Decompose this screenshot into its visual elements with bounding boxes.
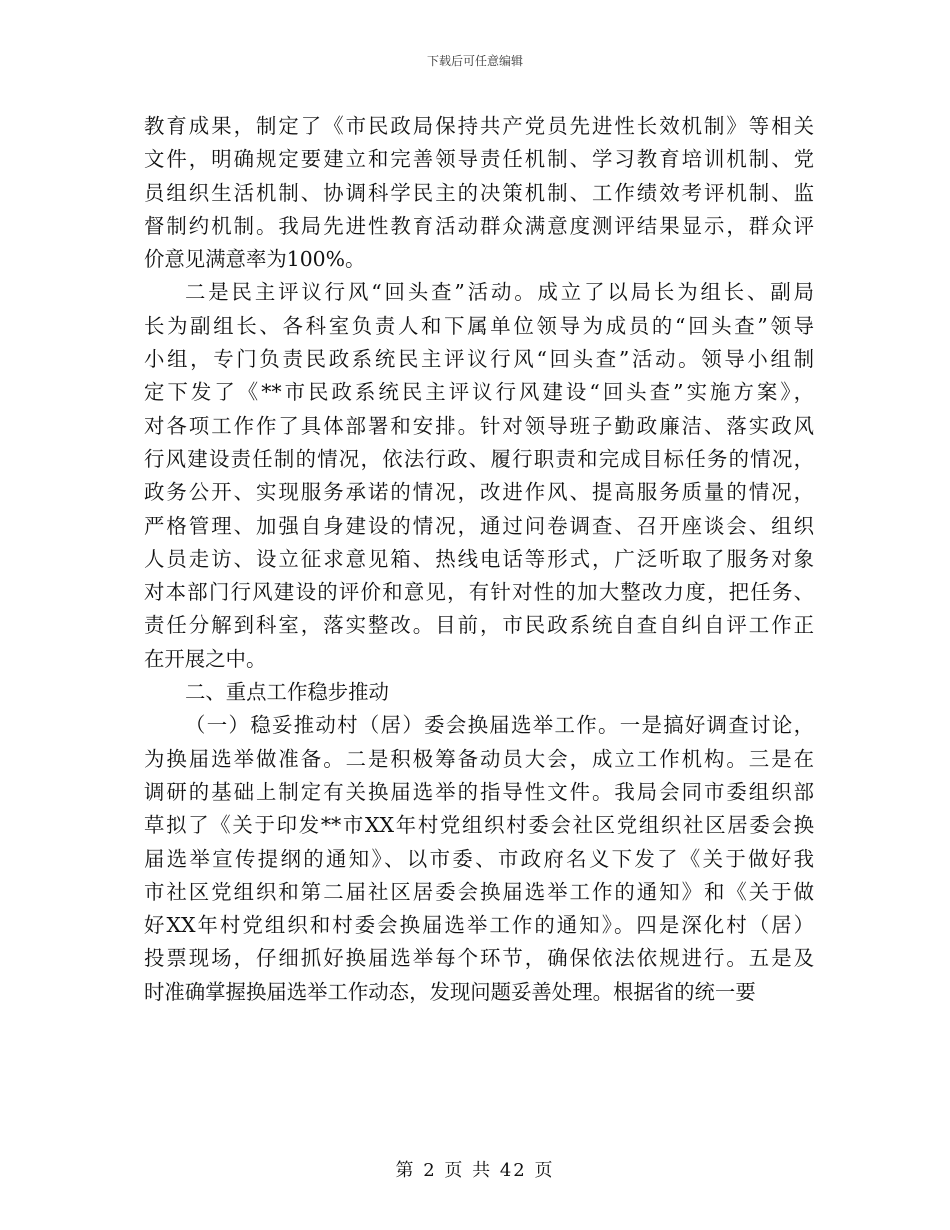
text-line: 在开展之中。: [144, 646, 267, 671]
text-line: 员组织生活机制、协调科学民主的决策机制、工作绩效考评机制、监: [144, 180, 814, 205]
paragraph: [144, 276, 814, 676]
text-line: 好XX年村党组织和村委会换届选举工作的通知》。四是深化村（居）: [144, 913, 814, 938]
paragraph: [144, 110, 814, 276]
text-line: 届选举宣传提纲的通知》、以市委、市政府名义下发了《关于做好我: [144, 846, 814, 871]
text-line: 长为副组长、各科室负责人和下属单位领导为成员的“回头查”领导: [144, 313, 814, 338]
text-line: 草拟了《关于印发**市XX年村党组织村委会社区党组织社区居委会换: [144, 813, 814, 838]
text-line: 人员走访、设立征求意见箱、热线电话等形式，广泛听取了服务对象: [144, 546, 814, 571]
text-line: 对各项工作作了具体部署和安排。针对领导班子勤政廉洁、落实政风: [144, 413, 814, 438]
text-line: 政务公开、实现服务承诺的情况，改进作风、提高服务质量的情况，: [144, 480, 814, 505]
text-line: 定下发了《**市民政系统民主评议行风建设“回头查”实施方案》，: [144, 380, 814, 405]
text-line: 投票现场，仔细抓好换届选举每个环节，确保依法依规进行。五是及: [144, 946, 814, 971]
text-line: 对本部门行风建设的评价和意见，有针对性的加大整改力度，把任务、: [144, 580, 814, 605]
text-line: 价意见满意率为100%。: [144, 247, 366, 272]
paragraph: [144, 676, 814, 709]
text-line: 督制约机制。我局先进性教育活动群众满意度测评结果显示，群众评: [144, 213, 814, 238]
text-line: 行风建设责任制的情况，依法行政、履行职责和完成目标任务的情况，: [144, 446, 814, 471]
page-header-note: 下载后可任意编辑: [426, 54, 523, 68]
text-line: 为换届选举做准备。二是积极筹备动员大会，成立工作机构。三是在: [144, 746, 814, 771]
text-line: 责任分解到科室，落实整改。目前，市民政系统自查自纠自评工作正: [144, 613, 814, 638]
text-line: 调研的基础上制定有关换届选举的指导性文件。我局会同市委组织部: [144, 779, 814, 804]
text-line: 二是民主评议行风“回头查”活动。成立了以局长为组长、副局: [185, 280, 814, 305]
text-line: 市社区党组织和第二届社区居委会换届选举工作的通知》和《关于做: [144, 879, 814, 904]
text-line: （一）稳妥推动村（居）委会换届选举工作。一是搞好调查讨论，: [185, 713, 814, 738]
text-line: 严格管理、加强自身建设的情况，通过问卷调查、召开座谈会、组织: [144, 513, 814, 538]
paragraph: [144, 709, 814, 1009]
text-line: 教育成果，制定了《市民政局保持共产党员先进性长效机制》等相关: [144, 114, 814, 138]
page-number: 第 2 页 共 42 页: [395, 1160, 555, 1181]
text-line: 时准确掌握换届选举工作动态，发现问题妥善处理。根据省的统一要: [144, 979, 756, 1004]
text-line: 小组，专门负责民政系统民主评议行风“回头查”活动。领导小组制: [144, 347, 814, 372]
text-line: 二、重点工作稳步推动: [185, 680, 389, 705]
text-line: 文件，明确规定要建立和完善领导责任机制、学习教育培训机制、党: [144, 147, 814, 172]
document-body: [144, 110, 814, 1009]
